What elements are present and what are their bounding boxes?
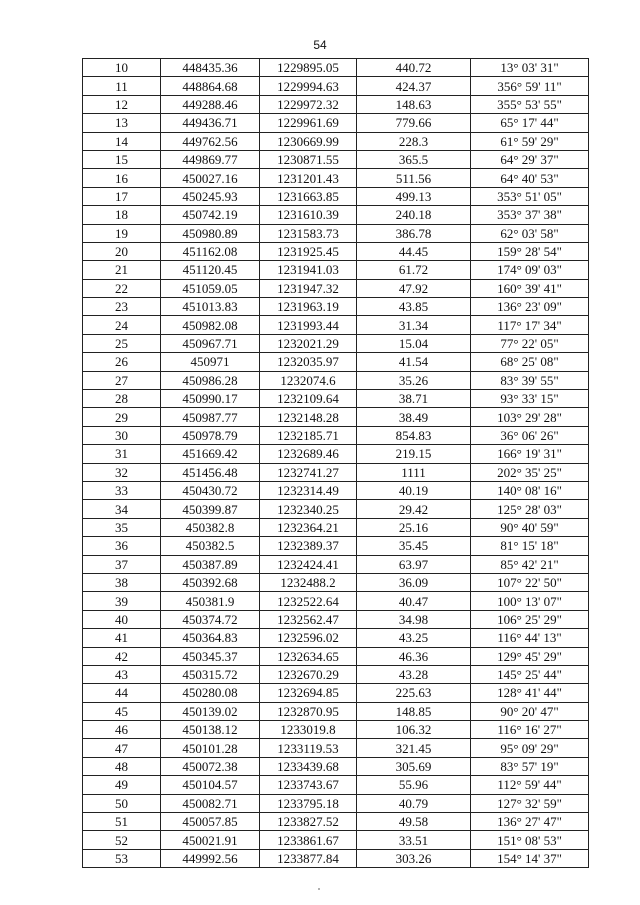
y-coordinate-cell: 1231925.45 [260, 242, 357, 260]
distance-cell: 240.18 [357, 206, 471, 224]
bearing-cell: 103° 29' 28" [471, 408, 589, 426]
bearing-cell: 127° 32' 59" [471, 794, 589, 812]
distance-cell: 55.96 [357, 776, 471, 794]
table-row [83, 426, 589, 444]
coordinates-table-body [83, 59, 589, 868]
distance-cell: 43.28 [357, 665, 471, 683]
point-number-cell: 45 [83, 702, 161, 720]
x-coordinate-cell: 449436.71 [161, 114, 260, 132]
x-coordinate-cell: 450280.08 [161, 684, 260, 702]
distance-cell: 440.72 [357, 59, 471, 77]
table-row [83, 187, 589, 205]
y-coordinate-cell: 1232596.02 [260, 629, 357, 647]
bearing-cell: 64° 29' 37" [471, 150, 589, 168]
point-number-cell: 42 [83, 647, 161, 665]
y-coordinate-cell: 1233877.84 [260, 849, 357, 867]
y-coordinate-cell: 1232741.27 [260, 463, 357, 481]
point-number-cell: 17 [83, 187, 161, 205]
x-coordinate-cell: 451669.42 [161, 445, 260, 463]
distance-cell: 31.34 [357, 316, 471, 334]
y-coordinate-cell: 1232148.28 [260, 408, 357, 426]
y-coordinate-cell: 1233827.52 [260, 813, 357, 831]
bearing-cell: 128° 41' 44" [471, 684, 589, 702]
table-row [83, 647, 589, 665]
x-coordinate-cell: 450072.38 [161, 757, 260, 775]
y-coordinate-cell: 1232488.2 [260, 573, 357, 591]
table-row [83, 813, 589, 831]
y-coordinate-cell: 1232424.41 [260, 555, 357, 573]
table-row [83, 242, 589, 260]
table-row [83, 132, 589, 150]
y-coordinate-cell: 1231610.39 [260, 206, 357, 224]
y-coordinate-cell: 1232364.21 [260, 518, 357, 536]
bearing-cell: 112° 59' 44" [471, 776, 589, 794]
x-coordinate-cell: 450392.68 [161, 573, 260, 591]
bearing-cell: 151° 08' 53" [471, 831, 589, 849]
point-number-cell: 18 [83, 206, 161, 224]
point-number-cell: 34 [83, 500, 161, 518]
distance-cell: 321.45 [357, 739, 471, 757]
distance-cell: 43.25 [357, 629, 471, 647]
y-coordinate-cell: 1229994.63 [260, 77, 357, 95]
y-coordinate-cell: 1232670.29 [260, 665, 357, 683]
bearing-cell: 90° 20' 47" [471, 702, 589, 720]
table-row [83, 279, 589, 297]
table-row [83, 334, 589, 352]
x-coordinate-cell: 450345.37 [161, 647, 260, 665]
point-number-cell: 50 [83, 794, 161, 812]
point-number-cell: 35 [83, 518, 161, 536]
y-coordinate-cell: 1232562.47 [260, 610, 357, 628]
distance-cell: 148.63 [357, 95, 471, 113]
distance-cell: 61.72 [357, 261, 471, 279]
coordinates-table [82, 58, 589, 868]
table-row [83, 721, 589, 739]
point-number-cell: 31 [83, 445, 161, 463]
table-row [83, 481, 589, 499]
distance-cell: 365.5 [357, 150, 471, 168]
point-number-cell: 11 [83, 77, 161, 95]
scan-speck [318, 888, 320, 890]
x-coordinate-cell: 449762.56 [161, 132, 260, 150]
bearing-cell: 353° 51' 05" [471, 187, 589, 205]
distance-cell: 148.85 [357, 702, 471, 720]
point-number-cell: 51 [83, 813, 161, 831]
y-coordinate-cell: 1232389.37 [260, 537, 357, 555]
distance-cell: 219.15 [357, 445, 471, 463]
distance-cell: 779.66 [357, 114, 471, 132]
point-number-cell: 13 [83, 114, 161, 132]
distance-cell: 40.79 [357, 794, 471, 812]
point-number-cell: 16 [83, 169, 161, 187]
distance-cell: 303.26 [357, 849, 471, 867]
point-number-cell: 36 [83, 537, 161, 555]
point-number-cell: 48 [83, 757, 161, 775]
point-number-cell: 38 [83, 573, 161, 591]
x-coordinate-cell: 450980.89 [161, 224, 260, 242]
point-number-cell: 41 [83, 629, 161, 647]
bearing-cell: 129° 45' 29" [471, 647, 589, 665]
y-coordinate-cell: 1232109.64 [260, 390, 357, 408]
table-row [83, 316, 589, 334]
x-coordinate-cell: 450382.8 [161, 518, 260, 536]
distance-cell: 63.97 [357, 555, 471, 573]
distance-cell: 106.32 [357, 721, 471, 739]
y-coordinate-cell: 1233119.53 [260, 739, 357, 757]
distance-cell: 47.92 [357, 279, 471, 297]
distance-cell: 15.04 [357, 334, 471, 352]
bearing-cell: 13° 03' 31" [471, 59, 589, 77]
table-row [83, 371, 589, 389]
distance-cell: 38.71 [357, 390, 471, 408]
point-number-cell: 22 [83, 279, 161, 297]
y-coordinate-cell: 1232074.6 [260, 371, 357, 389]
distance-cell: 49.58 [357, 813, 471, 831]
y-coordinate-cell: 1233439.68 [260, 757, 357, 775]
bearing-cell: 62° 03' 58" [471, 224, 589, 242]
y-coordinate-cell: 1233019.8 [260, 721, 357, 739]
x-coordinate-cell: 450101.28 [161, 739, 260, 757]
x-coordinate-cell: 448864.68 [161, 77, 260, 95]
x-coordinate-cell: 448435.36 [161, 59, 260, 77]
bearing-cell: 68° 25' 08" [471, 353, 589, 371]
y-coordinate-cell: 1231947.32 [260, 279, 357, 297]
point-number-cell: 49 [83, 776, 161, 794]
y-coordinate-cell: 1231963.19 [260, 298, 357, 316]
table-row [83, 537, 589, 555]
y-coordinate-cell: 1232694.85 [260, 684, 357, 702]
x-coordinate-cell: 450381.9 [161, 592, 260, 610]
bearing-cell: 116° 16' 27" [471, 721, 589, 739]
x-coordinate-cell: 450987.77 [161, 408, 260, 426]
x-coordinate-cell: 449288.46 [161, 95, 260, 113]
x-coordinate-cell: 450430.72 [161, 481, 260, 499]
bearing-cell: 100° 13' 07" [471, 592, 589, 610]
table-row [83, 463, 589, 481]
table-row [83, 629, 589, 647]
table-row [83, 59, 589, 77]
distance-cell: 35.45 [357, 537, 471, 555]
x-coordinate-cell: 450021.91 [161, 831, 260, 849]
bearing-cell: 145° 25' 44" [471, 665, 589, 683]
y-coordinate-cell: 1232689.46 [260, 445, 357, 463]
x-coordinate-cell: 450967.71 [161, 334, 260, 352]
y-coordinate-cell: 1230669.99 [260, 132, 357, 150]
y-coordinate-cell: 1231583.73 [260, 224, 357, 242]
point-number-cell: 20 [83, 242, 161, 260]
x-coordinate-cell: 450315.72 [161, 665, 260, 683]
y-coordinate-cell: 1233861.67 [260, 831, 357, 849]
distance-cell: 25.16 [357, 518, 471, 536]
point-number-cell: 23 [83, 298, 161, 316]
bearing-cell: 64° 40' 53" [471, 169, 589, 187]
bearing-cell: 202° 35' 25" [471, 463, 589, 481]
bearing-cell: 159° 28' 54" [471, 242, 589, 260]
table-row [83, 518, 589, 536]
distance-cell: 41.54 [357, 353, 471, 371]
x-coordinate-cell: 450027.16 [161, 169, 260, 187]
bearing-cell: 355° 53' 55" [471, 95, 589, 113]
bearing-cell: 174° 09' 03" [471, 261, 589, 279]
y-coordinate-cell: 1231941.03 [260, 261, 357, 279]
table-row [83, 77, 589, 95]
bearing-cell: 166° 19' 31" [471, 445, 589, 463]
table-row [83, 150, 589, 168]
x-coordinate-cell: 449869.77 [161, 150, 260, 168]
y-coordinate-cell: 1232870.95 [260, 702, 357, 720]
distance-cell: 424.37 [357, 77, 471, 95]
point-number-cell: 28 [83, 390, 161, 408]
table-row [83, 224, 589, 242]
x-coordinate-cell: 451059.05 [161, 279, 260, 297]
bearing-cell: 154° 14' 37" [471, 849, 589, 867]
distance-cell: 499.13 [357, 187, 471, 205]
x-coordinate-cell: 451456.48 [161, 463, 260, 481]
table-row [83, 757, 589, 775]
x-coordinate-cell: 451013.83 [161, 298, 260, 316]
table-row [83, 739, 589, 757]
point-number-cell: 43 [83, 665, 161, 683]
table-row [83, 776, 589, 794]
table-row [83, 555, 589, 573]
table-row [83, 390, 589, 408]
x-coordinate-cell: 450399.87 [161, 500, 260, 518]
page-number: 54 [313, 38, 327, 52]
point-number-cell: 14 [83, 132, 161, 150]
x-coordinate-cell: 450982.08 [161, 316, 260, 334]
bearing-cell: 125° 28' 03" [471, 500, 589, 518]
bearing-cell: 95° 09' 29" [471, 739, 589, 757]
y-coordinate-cell: 1229895.05 [260, 59, 357, 77]
table-row [83, 500, 589, 518]
y-coordinate-cell: 1229961.69 [260, 114, 357, 132]
point-number-cell: 21 [83, 261, 161, 279]
point-number-cell: 27 [83, 371, 161, 389]
table-row [83, 169, 589, 187]
distance-cell: 386.78 [357, 224, 471, 242]
table-row [83, 298, 589, 316]
point-number-cell: 33 [83, 481, 161, 499]
y-coordinate-cell: 1231201.43 [260, 169, 357, 187]
table-row [83, 831, 589, 849]
x-coordinate-cell: 450057.85 [161, 813, 260, 831]
point-number-cell: 24 [83, 316, 161, 334]
point-number-cell: 47 [83, 739, 161, 757]
x-coordinate-cell: 450971 [161, 353, 260, 371]
bearing-cell: 65° 17' 44" [471, 114, 589, 132]
distance-cell: 36.09 [357, 573, 471, 591]
x-coordinate-cell: 450978.79 [161, 426, 260, 444]
distance-cell: 228.3 [357, 132, 471, 150]
table-row [83, 114, 589, 132]
bearing-cell: 61° 59' 29" [471, 132, 589, 150]
point-number-cell: 32 [83, 463, 161, 481]
distance-cell: 33.51 [357, 831, 471, 849]
x-coordinate-cell: 451162.08 [161, 242, 260, 260]
table-row [83, 95, 589, 113]
bearing-cell: 117° 17' 34" [471, 316, 589, 334]
y-coordinate-cell: 1230871.55 [260, 150, 357, 168]
y-coordinate-cell: 1232035.97 [260, 353, 357, 371]
point-number-cell: 52 [83, 831, 161, 849]
y-coordinate-cell: 1233743.67 [260, 776, 357, 794]
y-coordinate-cell: 1232340.25 [260, 500, 357, 518]
bearing-cell: 90° 40' 59" [471, 518, 589, 536]
bearing-cell: 81° 15' 18" [471, 537, 589, 555]
x-coordinate-cell: 450374.72 [161, 610, 260, 628]
table-row [83, 610, 589, 628]
point-number-cell: 53 [83, 849, 161, 867]
distance-cell: 511.56 [357, 169, 471, 187]
point-number-cell: 29 [83, 408, 161, 426]
bearing-cell: 36° 06' 26" [471, 426, 589, 444]
bearing-cell: 83° 39' 55" [471, 371, 589, 389]
point-number-cell: 25 [83, 334, 161, 352]
bearing-cell: 116° 44' 13" [471, 629, 589, 647]
point-number-cell: 40 [83, 610, 161, 628]
y-coordinate-cell: 1233795.18 [260, 794, 357, 812]
y-coordinate-cell: 1232522.64 [260, 592, 357, 610]
y-coordinate-cell: 1231663.85 [260, 187, 357, 205]
point-number-cell: 19 [83, 224, 161, 242]
table-row [83, 665, 589, 683]
x-coordinate-cell: 450382.5 [161, 537, 260, 555]
x-coordinate-cell: 450387.89 [161, 555, 260, 573]
bearing-cell: 85° 42' 21" [471, 555, 589, 573]
bearing-cell: 136° 27' 47" [471, 813, 589, 831]
table-row [83, 408, 589, 426]
distance-cell: 35.26 [357, 371, 471, 389]
distance-cell: 44.45 [357, 242, 471, 260]
y-coordinate-cell: 1232634.65 [260, 647, 357, 665]
bearing-cell: 136° 23' 09" [471, 298, 589, 316]
distance-cell: 34.98 [357, 610, 471, 628]
table-row [83, 261, 589, 279]
bearing-cell: 160° 39' 41" [471, 279, 589, 297]
point-number-cell: 12 [83, 95, 161, 113]
x-coordinate-cell: 450245.93 [161, 187, 260, 205]
x-coordinate-cell: 450990.17 [161, 390, 260, 408]
table-row [83, 794, 589, 812]
bearing-cell: 106° 25' 29" [471, 610, 589, 628]
distance-cell: 46.36 [357, 647, 471, 665]
x-coordinate-cell: 450104.57 [161, 776, 260, 794]
table-row [83, 592, 589, 610]
distance-cell: 305.69 [357, 757, 471, 775]
bearing-cell: 93° 33' 15" [471, 390, 589, 408]
point-number-cell: 26 [83, 353, 161, 371]
distance-cell: 29.42 [357, 500, 471, 518]
distance-cell: 1111 [357, 463, 471, 481]
point-number-cell: 37 [83, 555, 161, 573]
point-number-cell: 30 [83, 426, 161, 444]
bearing-cell: 77° 22' 05" [471, 334, 589, 352]
bearing-cell: 107° 22' 50" [471, 573, 589, 591]
bearing-cell: 140° 08' 16" [471, 481, 589, 499]
distance-cell: 38.49 [357, 408, 471, 426]
y-coordinate-cell: 1232314.49 [260, 481, 357, 499]
distance-cell: 854.83 [357, 426, 471, 444]
table-row [83, 206, 589, 224]
y-coordinate-cell: 1232185.71 [260, 426, 357, 444]
table-row [83, 573, 589, 591]
x-coordinate-cell: 450082.71 [161, 794, 260, 812]
point-number-cell: 39 [83, 592, 161, 610]
table-row [83, 849, 589, 867]
x-coordinate-cell: 450138.12 [161, 721, 260, 739]
x-coordinate-cell: 450364.83 [161, 629, 260, 647]
table-row [83, 702, 589, 720]
table-row [83, 445, 589, 463]
point-number-cell: 15 [83, 150, 161, 168]
x-coordinate-cell: 450139.02 [161, 702, 260, 720]
x-coordinate-cell: 450986.28 [161, 371, 260, 389]
distance-cell: 225.63 [357, 684, 471, 702]
distance-cell: 43.85 [357, 298, 471, 316]
x-coordinate-cell: 450742.19 [161, 206, 260, 224]
y-coordinate-cell: 1229972.32 [260, 95, 357, 113]
distance-cell: 40.19 [357, 481, 471, 499]
bearing-cell: 353° 37' 38" [471, 206, 589, 224]
x-coordinate-cell: 451120.45 [161, 261, 260, 279]
distance-cell: 40.47 [357, 592, 471, 610]
x-coordinate-cell: 449992.56 [161, 849, 260, 867]
point-number-cell: 46 [83, 721, 161, 739]
table-row [83, 684, 589, 702]
bearing-cell: 83° 57' 19" [471, 757, 589, 775]
y-coordinate-cell: 1231993.44 [260, 316, 357, 334]
y-coordinate-cell: 1232021.29 [260, 334, 357, 352]
point-number-cell: 10 [83, 59, 161, 77]
point-number-cell: 44 [83, 684, 161, 702]
table-row [83, 353, 589, 371]
bearing-cell: 356° 59' 11" [471, 77, 589, 95]
